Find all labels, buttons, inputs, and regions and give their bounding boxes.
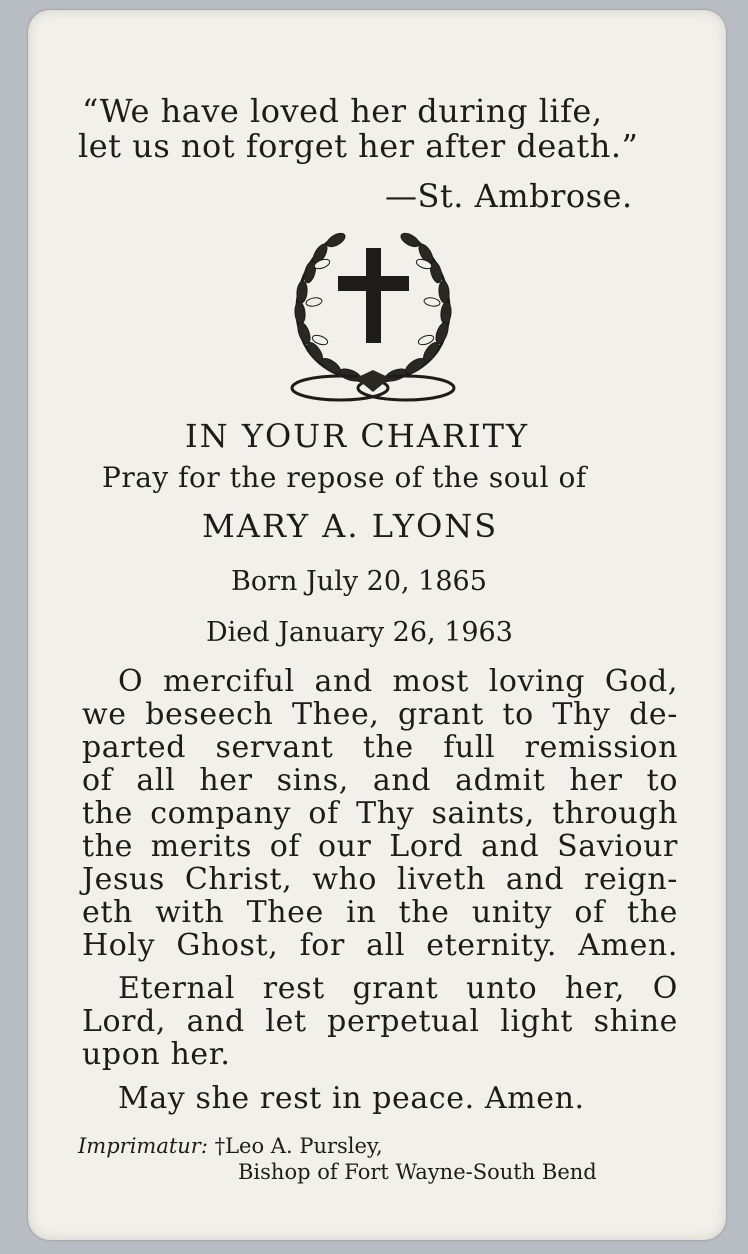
heading: IN YOUR CHARITY	[185, 417, 530, 455]
prayer-line: Eternal rest grant unto her, O	[118, 971, 678, 1006]
prayer-paragraph-2	[82, 972, 678, 1071]
prayer-line: of all her sins, and admit her to	[82, 763, 678, 798]
closing-line: May she rest in peace. Amen.	[118, 1081, 585, 1116]
quote-line-1: “We have loved her during life,	[82, 92, 603, 130]
imprimatur-name: †Leo A. Pursley,	[214, 1134, 383, 1158]
imprimatur-line-2: Bishop of Fort Wayne-South Bend	[238, 1160, 597, 1184]
prayer-line: we beseech Thee, grant to Thy de-	[82, 697, 678, 732]
subheading: Pray for the repose of the soul of	[102, 461, 587, 494]
prayer-line: parted servant the full remission	[82, 730, 678, 765]
prayer-line: Jesus Christ, who liveth and reign-	[82, 862, 678, 897]
prayer-line: the merits of our Lord and Saviour	[82, 829, 678, 864]
cross-wreath-icon	[278, 220, 468, 410]
prayer-paragraph-1	[82, 665, 678, 962]
prayer-line: upon her.	[82, 1037, 231, 1072]
prayer-line: O merciful and most loving God,	[118, 664, 678, 699]
imprimatur-label: Imprimatur:	[78, 1134, 208, 1158]
deceased-name: MARY A. LYONS	[202, 507, 499, 545]
death-date: Died January 26, 1963	[206, 617, 513, 648]
prayer-line: the company of Thy saints, through	[82, 796, 678, 831]
quote-line-2: let us not forget her after death.”	[78, 127, 639, 165]
prayer-line: Lord, and let perpetual light shine	[82, 1004, 678, 1039]
prayer-line: eth with Thee in the unity of the	[82, 895, 678, 930]
birth-date: Born July 20, 1865	[231, 566, 487, 597]
prayer-line: Holy Ghost, for all eternity. Amen.	[82, 928, 678, 963]
memorial-card	[28, 10, 726, 1240]
quote-attribution: —St. Ambrose.	[385, 177, 633, 215]
imprimatur-line-1	[78, 1134, 383, 1158]
